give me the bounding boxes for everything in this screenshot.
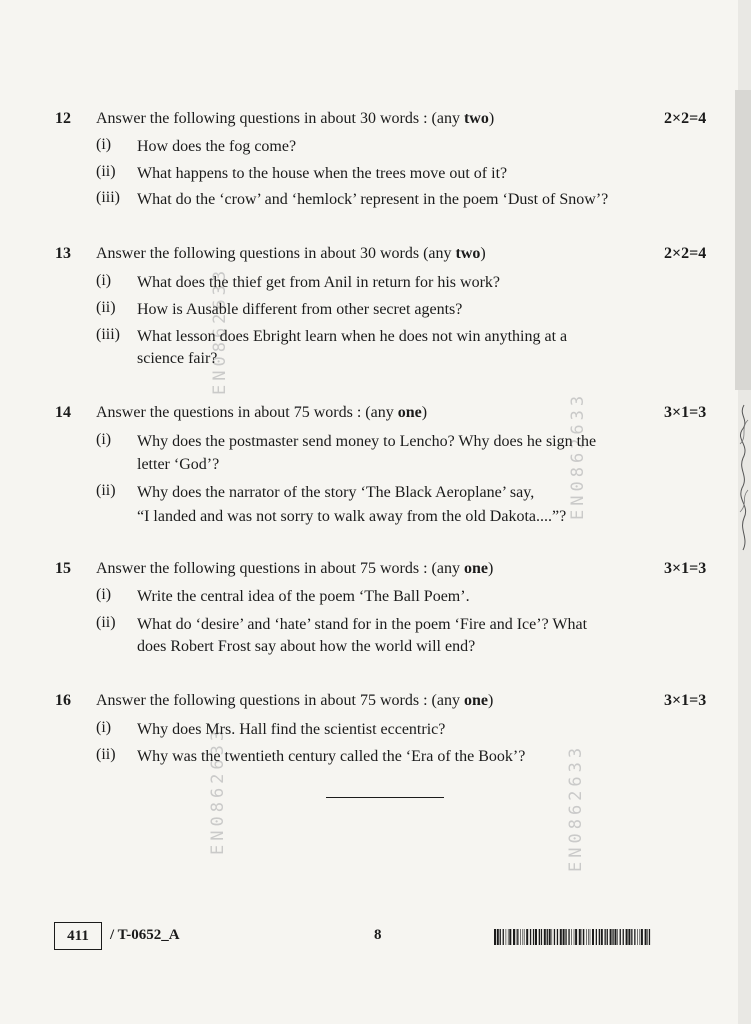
question-marks: 3×1=3 bbox=[664, 404, 707, 421]
footer-page-number: 8 bbox=[374, 927, 382, 943]
exam-page: EN0862633 EN0862633 EN0862633 EN0862633 12 Answer the following questions in about 30 words : (any two) 2×2=4 (i) How does the fog come? (ii) What happens to the house when the trees move out of it? (iii) What do the ‘crow’ and ‘hemlock’ represent in the poem ‘Dust of Snow’? 13 Answer the following questions in about 30 words (any two) 2×2=4 (i) What does the thief get from Anil in return for his work? (ii) How is Ausable different from other secret agents? (iii) What lesson does Ebright learn when he does not win anything at a science fair? 14 Answer the questions in about 75 words : (any one) 3×1=3 (i) Why does the postmaster send money to Lencho? Why does he sign the letter ‘God’? (ii) Why does the narrator of the story ‘The Black Aeroplane’ say, “I landed and was not sorry to walk away from the old Dakota....”? 15 Answer the following questions in about 75 words : (any one) 3×1=3 (i) Write the central idea of the poem ‘The Ball Poem’. (ii) What do ‘desire’ and ‘hate’ stand for in the poem ‘Fire and Ice’? What does Robert Frost say about how the world will end? 16 Answer the following questions in about 75 words : (any one) 3×1=3 (i) Why does Mrs. Hall find the scientist eccentric? (ii) Why was the twentieth century called the ‘Era of the Book’? 411 / T-0652_A 8 bbox=[0, 0, 738, 1024]
margin-doodle-icon bbox=[736, 400, 751, 560]
footer-paper-code: / T-0652_A bbox=[110, 927, 180, 943]
question-prompt: Answer the following questions in about 75 words : (any one) bbox=[96, 560, 494, 577]
question-number: 15 bbox=[55, 560, 71, 577]
question-prompt: Answer the following questions in about 30 words (any two) bbox=[96, 245, 486, 262]
question-number: 13 bbox=[55, 245, 71, 262]
barcode-icon bbox=[494, 929, 652, 945]
watermark-left-upper: EN0862633 bbox=[210, 266, 230, 395]
footer-code-box: 411 bbox=[54, 922, 102, 950]
question-marks: 2×2=4 bbox=[664, 245, 707, 262]
end-rule bbox=[326, 797, 444, 798]
question-marks: 3×1=3 bbox=[664, 692, 707, 709]
question-prompt: Answer the questions in about 75 words : (any one) bbox=[96, 404, 428, 421]
watermark-right-upper: EN0862633 bbox=[568, 391, 588, 520]
question-marks: 3×1=3 bbox=[664, 560, 707, 577]
question-number: 12 bbox=[55, 110, 71, 127]
question-prompt: Answer the following questions in about 75 words : (any one) bbox=[96, 692, 494, 709]
question-number: 16 bbox=[55, 692, 71, 709]
question-number: 14 bbox=[55, 404, 71, 421]
watermark-right-lower: EN0862633 bbox=[566, 743, 586, 872]
question-prompt: Answer the following questions in about 30 words : (any two) bbox=[96, 110, 495, 127]
page-edge-strip bbox=[735, 90, 751, 390]
question-marks: 2×2=4 bbox=[664, 110, 707, 127]
watermark-left-lower: EN0862633 bbox=[208, 726, 228, 855]
